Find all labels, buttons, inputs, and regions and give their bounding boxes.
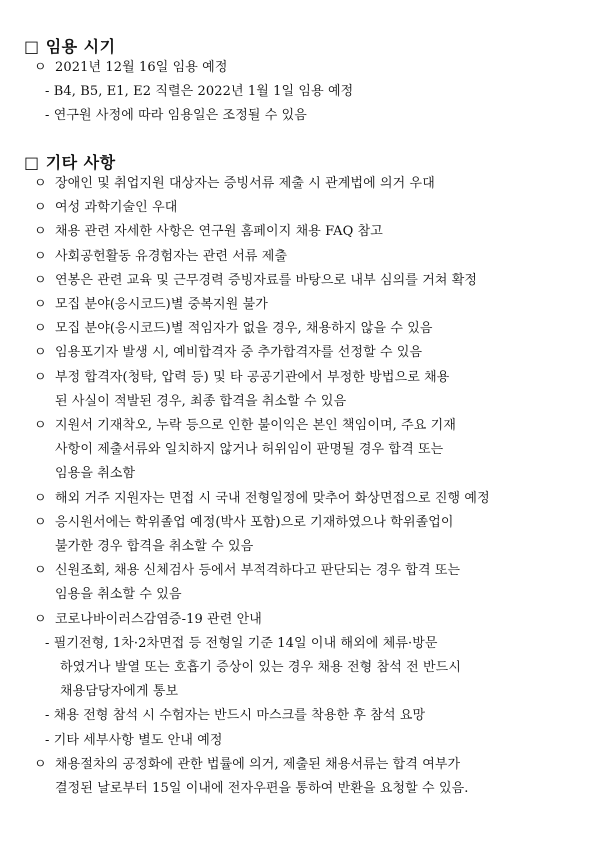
list-item: 연봉은 관련 교육 및 근무경력 증빙자료를 바탕으로 내부 심의를 거쳐 확정: [55, 272, 478, 288]
sub-list-item: 하였거나 발열 또는 호흡기 증상이 있는 경우 채용 전형 참석 전 반드시: [60, 660, 461, 675]
bullet-icon: ㅇ: [34, 563, 47, 579]
list-item: 2021년 12월 16일 임용 예정: [55, 60, 228, 75]
sub-list-item: - 기타 세부사항 별도 안내 예정: [45, 732, 223, 748]
list-item: 모집 분야(응시코드)별 적임자가 없을 경우, 채용하지 않을 수 있음: [55, 321, 433, 337]
bullet-icon: ㅇ: [34, 369, 47, 385]
sub-list-item: - 채용 전형 참석 시 수험자는 반드시 마스크를 착용한 후 참석 요망: [45, 708, 426, 724]
list-item-continuation: 임용을 취소할 수 있음: [55, 587, 182, 603]
bullet-icon: ㅇ: [34, 248, 47, 264]
bullet-icon: ㅇ: [34, 297, 47, 312]
sub-list-item: 채용담당자에게 통보: [60, 684, 179, 700]
bullet-icon: ㅇ: [34, 60, 47, 75]
list-item: 채용절차의 공정화에 관한 법률에 의거, 제출된 채용서류는 합격 여부가: [55, 756, 461, 772]
list-item: 부정 합격자(청탁, 압력 등) 및 타 공공기관에서 부정한 방법으로 채용: [55, 369, 450, 385]
bullet-icon: ㅇ: [34, 418, 47, 433]
sub-list-item: - 연구원 사정에 따라 임용일은 조정될 수 있음: [45, 108, 307, 124]
bullet-icon: ㅇ: [34, 200, 47, 216]
list-item-continuation: 임용을 취소함: [55, 466, 136, 482]
list-item: 채용 관련 자세한 사항은 연구원 홈페이지 채용 FAQ 참고: [55, 224, 383, 240]
sub-list-item: - 필기전형, 1차·2차면접 등 전형일 기준 14일 이내 해외에 체류·방문: [45, 635, 438, 651]
list-item-continuation: 결정된 날로부터 15일 이내에 전자우편을 통하여 반환을 요청할 수 있음.: [55, 781, 469, 796]
list-item: 신원조회, 채용 신체검사 등에서 부적격하다고 판단되는 경우 합격 또는: [55, 563, 461, 579]
list-item-continuation: 불가한 경우 합격을 취소할 수 있음: [55, 539, 254, 554]
list-item: 장애인 및 취업지원 대상자는 증빙서류 제출 시 관계법에 의거 우대: [55, 176, 435, 191]
section-title: □ 기타 사항: [24, 153, 116, 172]
bullet-icon: ㅇ: [34, 176, 47, 191]
list-item: 응시원서에는 학위졸업 예정(박사 포함)으로 기재하였으나 학위졸업이: [55, 514, 454, 530]
bullet-icon: ㅇ: [34, 345, 47, 361]
bullet-icon: ㅇ: [34, 514, 47, 530]
list-item: 코로나바이러스감염증-19 관련 안내: [55, 611, 262, 627]
section-title: □ 임용 시기: [24, 37, 116, 56]
bullet-icon: ㅇ: [34, 272, 47, 288]
bullet-icon: ㅇ: [34, 611, 47, 627]
bullet-icon: ㅇ: [34, 756, 47, 772]
list-item-continuation: 사항이 제출서류와 일치하지 않거나 허위임이 판명될 경우 합격 또는: [55, 442, 444, 458]
bullet-icon: ㅇ: [34, 224, 47, 240]
list-item: 해외 거주 지원자는 면접 시 국내 전형일정에 맞추어 화상면접으로 진행 예정: [55, 490, 490, 506]
bullet-icon: ㅇ: [34, 490, 47, 506]
bullet-icon: ㅇ: [34, 321, 47, 337]
sub-list-item: - B4, B5, E1, E2 직렬은 2022년 1월 1일 임용 예정: [45, 84, 354, 100]
list-item-continuation: 된 사실이 적발된 경우, 최종 합격을 취소할 수 있음: [55, 393, 347, 409]
list-item: 모집 분야(응시코드)별 중복지원 불가: [55, 297, 268, 312]
list-item: 여성 과학기술인 우대: [55, 200, 178, 216]
list-item: 임용포기자 발생 시, 예비합격자 중 추가합격자를 선정할 수 있음: [55, 345, 423, 361]
list-item: 지원서 기재착오, 누락 등으로 인한 불이익은 본인 책임이며, 주요 기재: [55, 418, 456, 433]
list-item: 사회공헌활동 유경험자는 관련 서류 제출: [55, 248, 288, 264]
